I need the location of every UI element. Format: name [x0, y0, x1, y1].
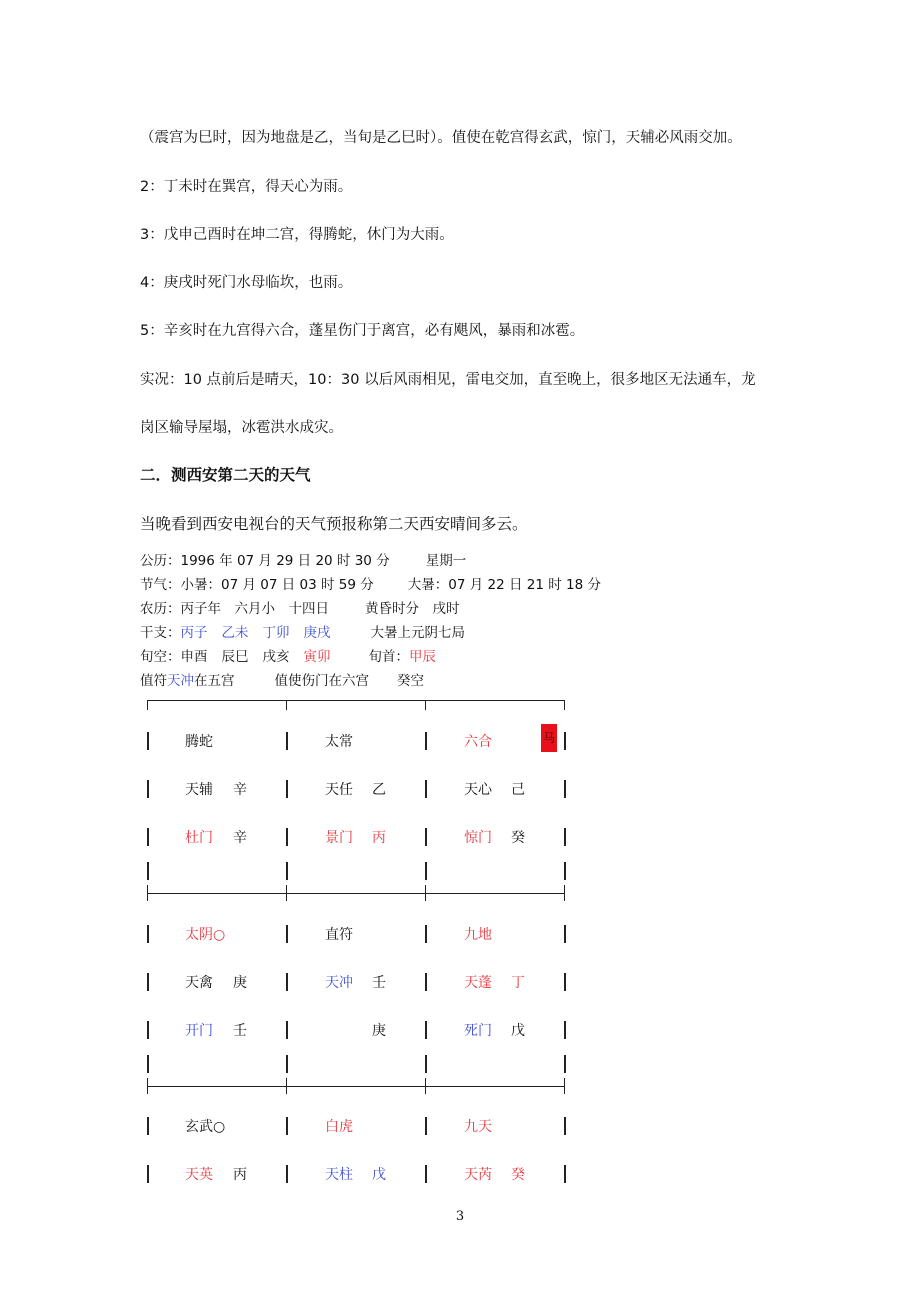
cell-r1c3-star: 天心 [464, 782, 492, 798]
paragraph-7: 岗区输导屋塌，冰雹洪水成灾。 [140, 420, 343, 436]
grid-bar [147, 1117, 149, 1135]
grid-bar [286, 973, 288, 991]
ganzhi-label: 干支： [140, 625, 181, 641]
cell-r3c1-god: 玄武○ [185, 1119, 226, 1135]
xunkong-2: 辰巳 [221, 649, 249, 665]
xunkong-4: 寅卯 [303, 649, 331, 665]
zhifu-post: 在五宫 [194, 673, 235, 689]
ganzhi-day: 丁卯 [262, 625, 290, 641]
grid-line-1 [147, 893, 565, 894]
paragraph-3: 3：戊申己酉时在坤二宫，得腾蛇，休门为大雨。 [140, 227, 454, 243]
grid-bar [147, 862, 149, 880]
cell-r1c1-door: 杜门 [185, 830, 213, 846]
grid-joint [286, 1078, 287, 1094]
grid-bar [425, 780, 427, 798]
cell-r1c2-door: 景门 [325, 830, 353, 846]
nongli: 农历：丙子年 六月小 十四日 [140, 601, 329, 617]
paragraph-4: 4：庚戌时死门水母临坎，也雨。 [140, 275, 353, 291]
cell-r3c2-god: 白虎 [325, 1119, 353, 1135]
weekday: 星期一 [425, 553, 467, 569]
grid-joint [147, 1078, 148, 1094]
grid-joint [425, 885, 426, 901]
zhifu-pre: 值符 [140, 673, 167, 689]
grid-bar [425, 973, 427, 991]
ju: 大暑上元阴七局 [370, 625, 465, 641]
grid-bar [147, 1021, 149, 1039]
page-number: 3 [455, 1209, 465, 1224]
grid-bar [564, 1021, 566, 1039]
cell-r3c2-star-stem: 戊 [372, 1167, 386, 1183]
cell-r3c1-star-stem: 丙 [233, 1167, 247, 1183]
ganzhi-month: 乙未 [221, 625, 249, 641]
info-nongli-row [140, 597, 460, 617]
grid-bar [286, 1021, 288, 1039]
gongli: 公历：1996 年 07 月 29 日 20 时 30 分 [140, 553, 390, 569]
grid-bar [564, 1117, 566, 1135]
dashu: 大暑：07 月 22 日 21 时 18 分 [407, 577, 602, 593]
cell-r1c3-door-stem: 癸 [511, 830, 525, 846]
cell-r1c2-god: 太常 [325, 734, 353, 750]
grid-bar [425, 1165, 427, 1183]
red-stamp: 马 [541, 724, 557, 752]
grid-joint [564, 885, 565, 901]
grid-tick [286, 700, 287, 710]
xunkong-3: 戌亥 [262, 649, 290, 665]
grid-top-line [147, 700, 565, 701]
grid-bar [564, 732, 566, 750]
zhishi: 值使伤门在六宫 [274, 673, 369, 689]
cell-r1c1-door-stem: 辛 [233, 830, 247, 846]
cell-r3c3-star: 天芮 [464, 1167, 492, 1183]
grid-bar [286, 1117, 288, 1135]
cell-r3c2-star: 天柱 [325, 1167, 353, 1183]
cell-r1c1-star-stem: 辛 [233, 782, 247, 798]
nine-palace-grid [147, 700, 567, 1190]
grid-joint [425, 1078, 426, 1094]
grid-bar [147, 973, 149, 991]
zhifu-star: 天冲 [167, 673, 194, 689]
cell-r1c3-god: 六合 [464, 734, 492, 750]
grid-bar [286, 925, 288, 943]
grid-bar [564, 925, 566, 943]
grid-joint [147, 885, 148, 901]
paragraph-2: 2：丁未时在巽宫，得天心为雨。 [140, 179, 353, 195]
jieqi: 节气：小暑：07 月 07 日 03 时 59 分 [140, 577, 374, 593]
cell-r2c1-door: 开门 [185, 1023, 213, 1039]
grid-bar [564, 1165, 566, 1183]
kong: 癸空 [397, 673, 424, 689]
grid-bar [286, 732, 288, 750]
cell-r2c3-door: 死门 [464, 1023, 492, 1039]
grid-joint [286, 885, 287, 901]
section-heading: 二．测西安第二天的天气 [140, 466, 311, 484]
info-jieqi-row [140, 573, 601, 593]
grid-bar [286, 780, 288, 798]
xunkong-1: 申酉 [180, 649, 208, 665]
grid-bar [564, 973, 566, 991]
cell-r2c3-star-stem: 丁 [511, 975, 525, 991]
cell-r3c3-star-stem: 癸 [511, 1167, 525, 1183]
info-ganzhi-row [140, 621, 465, 641]
info-zhifu-row [140, 669, 424, 689]
grid-bar [564, 828, 566, 846]
grid-bar [147, 1055, 149, 1073]
ganzhi-hour: 庚戌 [303, 625, 331, 641]
grid-bar [425, 1117, 427, 1135]
grid-bar [425, 732, 427, 750]
grid-tick [425, 700, 426, 710]
cell-r1c3-door: 惊门 [464, 830, 492, 846]
grid-bar [147, 925, 149, 943]
grid-bar [425, 1055, 427, 1073]
grid-tick [147, 700, 148, 710]
xunkong-label: 旬空： [140, 649, 181, 665]
grid-bar [286, 1055, 288, 1073]
cell-r1c2-door-stem: 丙 [372, 830, 386, 846]
info-gongli-row [140, 549, 466, 569]
grid-bar [286, 1165, 288, 1183]
cell-r2c1-star-stem: 庚 [233, 975, 247, 991]
cell-r3c1-star: 天英 [185, 1167, 213, 1183]
cell-r2c1-star: 天禽 [185, 975, 213, 991]
grid-bar [564, 1055, 566, 1073]
cell-r2c1-god: 太阴○ [185, 927, 226, 943]
grid-bar [286, 862, 288, 880]
paragraph-5: 5：辛亥时在九宫得六合，蓬星伤门于离宫，必有飓风，暴雨和冰雹。 [140, 323, 585, 339]
grid-joint [564, 1078, 565, 1094]
grid-bar [425, 1021, 427, 1039]
grid-bar [425, 925, 427, 943]
cell-r1c1-star: 天辅 [185, 782, 213, 798]
grid-bar [564, 862, 566, 880]
cell-r1c3-star-stem: 己 [511, 782, 525, 798]
cell-r1c2-star-stem: 乙 [372, 782, 386, 798]
cell-r3c3-god: 九天 [464, 1119, 492, 1135]
ganzhi-year: 丙子 [180, 625, 208, 641]
xunshou: 甲辰 [409, 649, 436, 665]
grid-bar [286, 828, 288, 846]
cell-r2c3-star: 天蓬 [464, 975, 492, 991]
grid-bar [147, 1165, 149, 1183]
grid-tick [564, 700, 565, 710]
cell-r2c2-star-stem: 壬 [372, 975, 386, 991]
cell-r2c2-star: 天冲 [325, 975, 353, 991]
grid-bar [147, 732, 149, 750]
cell-r2c1-door-stem: 壬 [233, 1023, 247, 1039]
intro-text: 当晚看到西安电视台的天气预报称第二天西安晴间多云。 [140, 515, 528, 533]
paragraph-6: 实况：10 点前后是晴天，10：30 以后风雨相见，雷电交加，直至晚上，很多地区无法通车，龙 [140, 372, 756, 388]
grid-bar [425, 828, 427, 846]
huanghun: 黄昏时分 戌时 [365, 601, 460, 617]
grid-bar [147, 780, 149, 798]
cell-r2c2-door-stem: 庚 [372, 1023, 386, 1039]
paragraph-1: （震宫为巳时，因为地盘是乙，当旬是乙巳时）。值使在乾宫得玄武，惊门，天辅必风雨交加。 [140, 130, 742, 146]
cell-r2c3-god: 九地 [464, 927, 492, 943]
grid-bar [147, 828, 149, 846]
grid-bar [564, 780, 566, 798]
cell-r1c1-god: 腾蛇 [185, 734, 213, 750]
cell-r1c2-star: 天任 [325, 782, 353, 798]
grid-bar [425, 862, 427, 880]
xunshou-label: 旬首： [368, 649, 409, 665]
info-xunkong-row [140, 645, 436, 665]
cell-r2c2-god: 直符 [325, 927, 353, 943]
grid-line-2 [147, 1086, 565, 1087]
cell-r2c3-door-stem: 戊 [511, 1023, 525, 1039]
